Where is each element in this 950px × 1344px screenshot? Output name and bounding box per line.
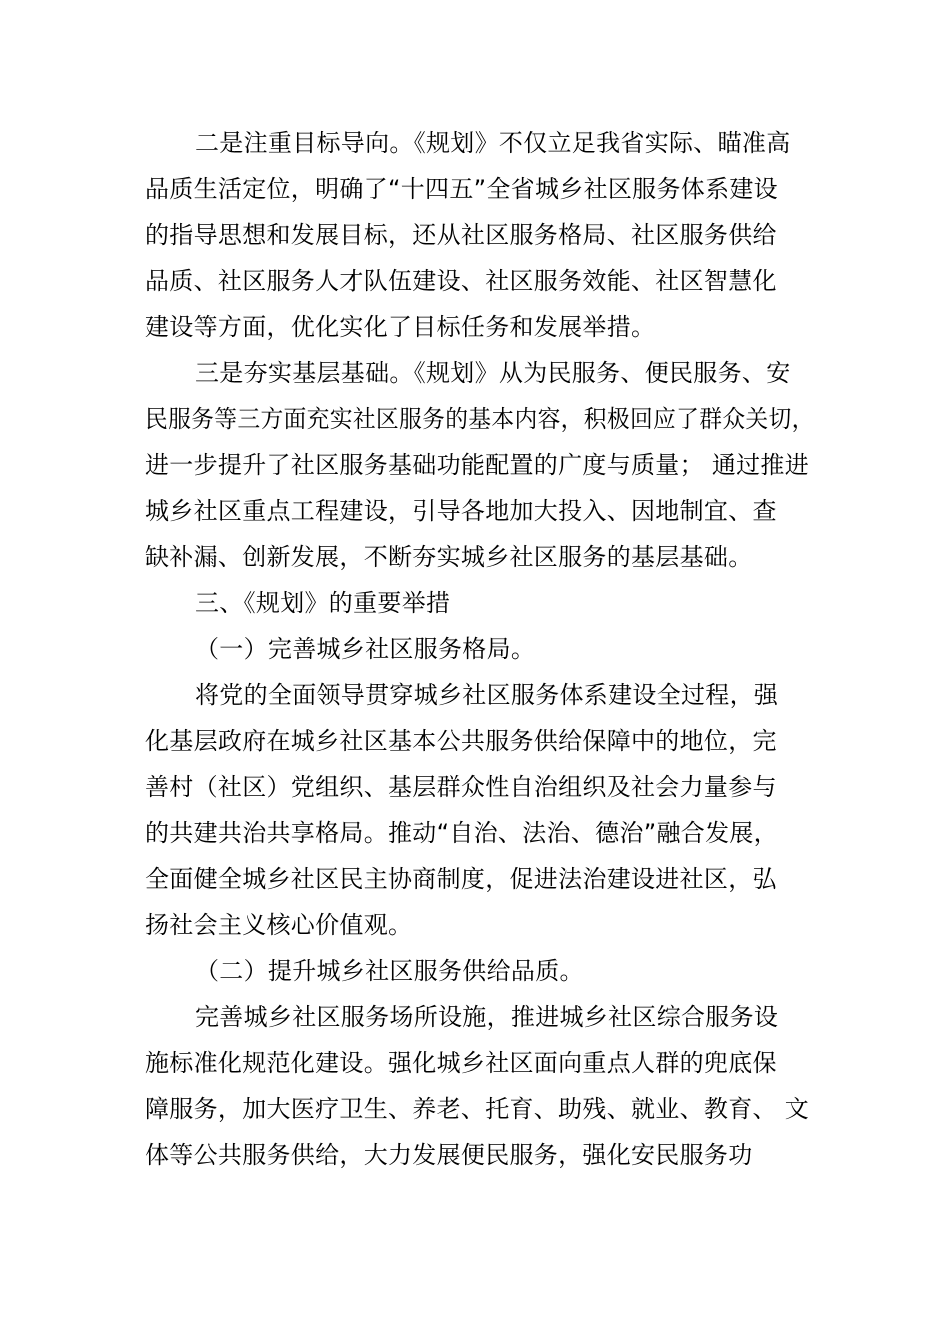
paragraph-goal-orientation-line-4: 品质、社区服务人才队伍建设、社区服务效能、社区智慧化 <box>145 267 777 295</box>
paragraph-service-pattern-line-6: 扬社会主义核心价值观。 <box>145 911 413 939</box>
paragraph-service-pattern-line-1: 将党的全面领导贯穿城乡社区服务体系建设全过程，强 <box>195 681 779 709</box>
paragraph-grassroots-line-4: 城乡社区重点工程建设，引导各地加大投入、因地制宜、查 <box>145 497 777 525</box>
paragraph-grassroots-line-3: 进一步提升了社区服务基础功能配置的广度与质量； 通过推进 <box>145 451 810 479</box>
paragraph-goal-orientation-line-2: 品质生活定位，明确了“十四五”全省城乡社区服务体系建设 <box>145 175 778 203</box>
paragraph-service-pattern-line-5: 全面健全城乡社区民主协商制度，促进法治建设进社区，弘 <box>145 865 777 893</box>
paragraph-grassroots-line-2: 民服务等三方面充实社区服务的基本内容，积极回应了群众关切， <box>145 405 815 433</box>
paragraph-service-quality-line-2: 施标准化规范化建设。强化城乡社区面向重点人群的兜底保 <box>145 1049 777 1077</box>
paragraph-goal-orientation-line-3: 的指导思想和发展目标，还从社区服务格局、社区服务供给 <box>145 221 777 249</box>
subheading-service-pattern: （一）完善城乡社区服务格局。 <box>195 635 536 663</box>
paragraph-service-quality-line-3: 障服务，加大医疗卫生、养老、托育、助残、就业、教育、 文 <box>145 1095 810 1123</box>
paragraph-goal-orientation-line-5: 建设等方面，优化实化了目标任务和发展举措。 <box>145 313 656 341</box>
paragraph-grassroots-line-1: 三是夯实基层基础。《规划》从为民服务、便民服务、安 <box>195 359 791 387</box>
paragraph-service-pattern-line-4: 的共建共治共享格局。推动“自治、法治、德治”融合发展， <box>145 819 778 847</box>
paragraph-goal-orientation-line-1: 二是注重目标导向。《规划》不仅立足我省实际、瞄准高 <box>195 129 791 157</box>
paragraph-grassroots-line-5: 缺补漏、创新发展，不断夯实城乡社区服务的基层基础。 <box>145 543 753 571</box>
subheading-service-quality: （二）提升城乡社区服务供给品质。 <box>195 957 584 985</box>
paragraph-service-pattern-line-3: 善村（社区）党组织、基层群众性自治组织及社会力量参与 <box>145 773 777 801</box>
paragraph-service-quality-line-4: 体等公共服务供给，大力发展便民服务，强化安民服务功 <box>145 1141 753 1169</box>
paragraph-service-pattern-line-2: 化基层政府在城乡社区基本公共服务供给保障中的地位，完 <box>145 727 777 755</box>
paragraph-service-quality-line-1: 完善城乡社区服务场所设施，推进城乡社区综合服务设 <box>195 1003 779 1031</box>
section-heading-key-measures: 三、《规划》的重要举措 <box>195 589 451 617</box>
